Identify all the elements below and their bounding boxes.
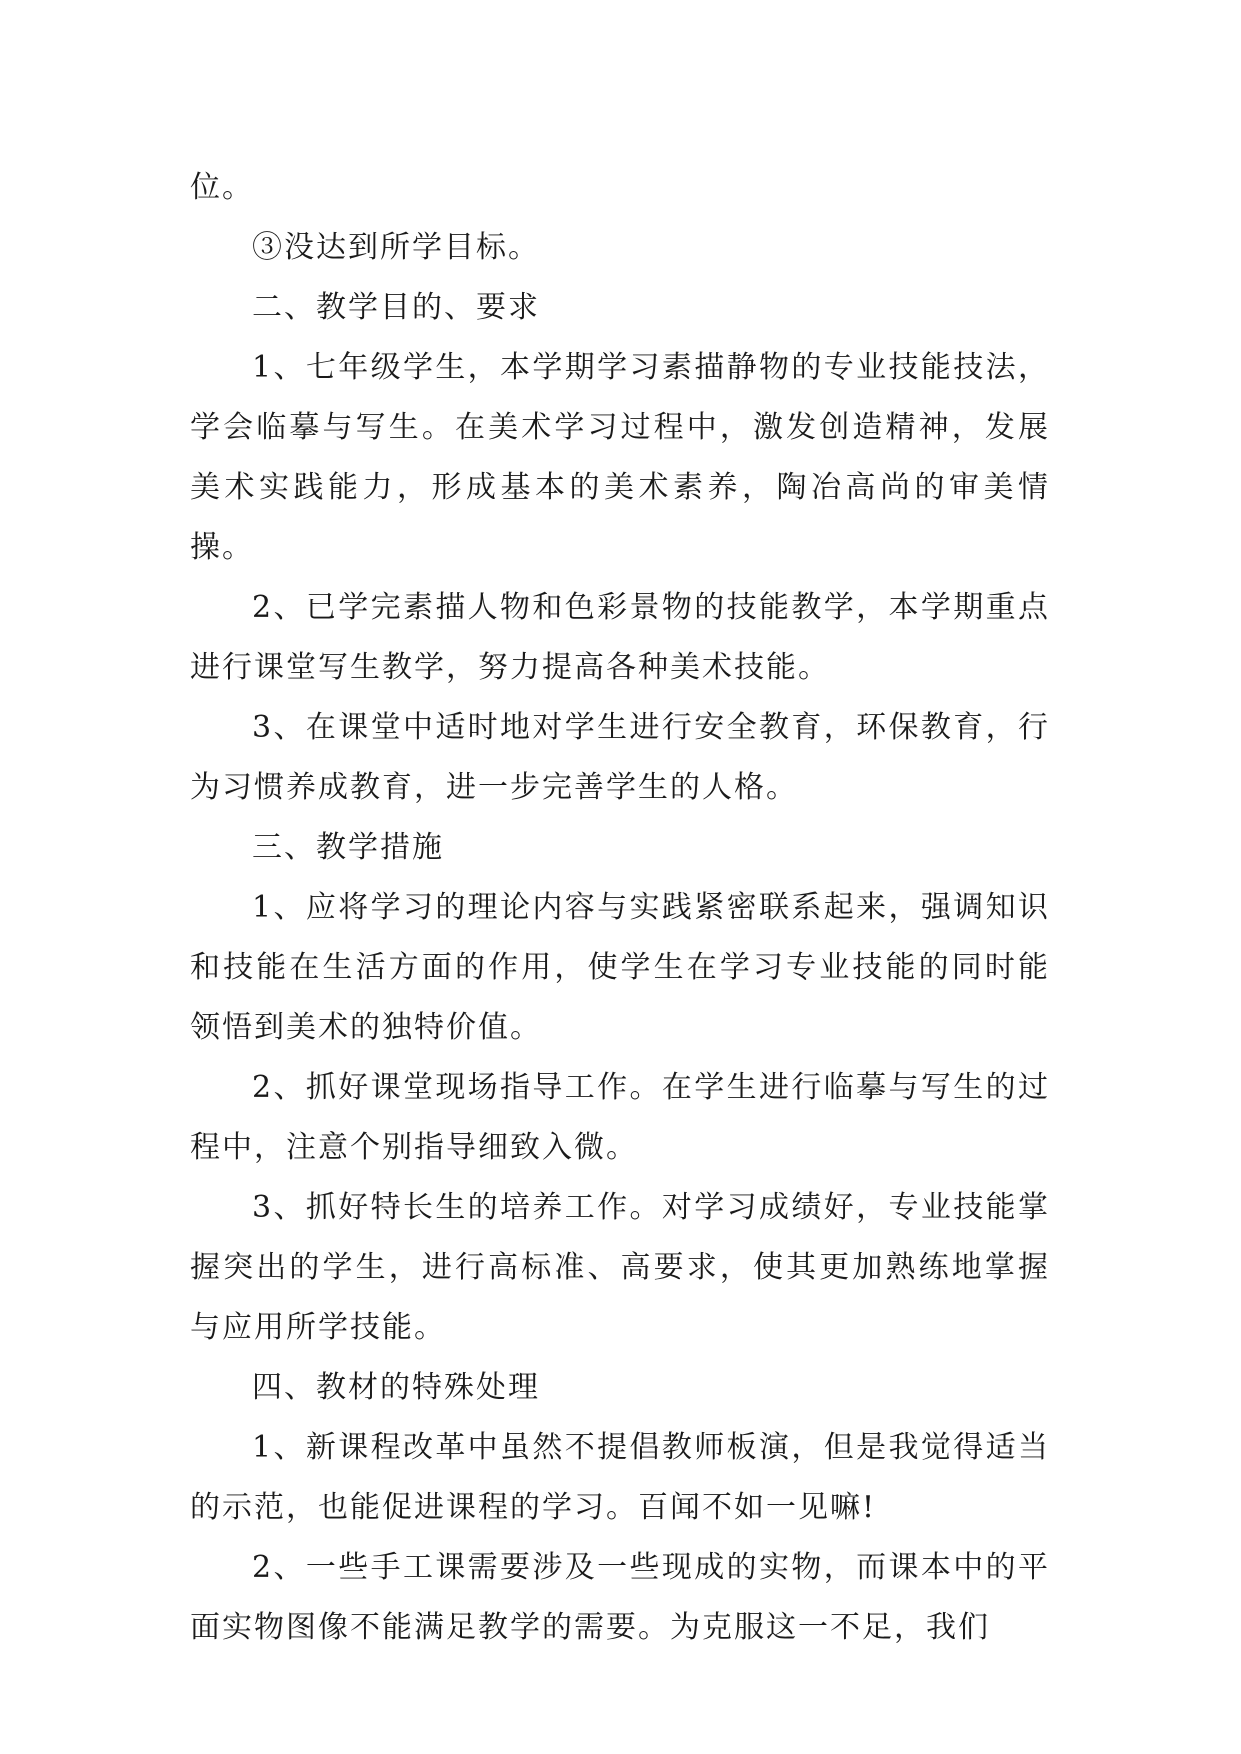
paragraph-measure-2: 2、抓好课堂现场指导工作。在学生进行临摹与写生的过程中，注意个别指导细致入微。 [190, 1070, 1050, 1165]
document-body [190, 158, 1050, 1658]
paragraph-material-1: 1、新课程改革中虽然不提倡教师板演，但是我觉得适当的示范，也能促进课程的学习。百闻不如一见嘛! [190, 1430, 1050, 1525]
paragraph-goal-1: 1、七年级学生，本学期学习素描静物的专业技能技法，学会临摹与写生。在美术学习过程中，激发创造精神，发展美术实践能力，形成基本的美术素养，陶冶高尚的审美情操。 [190, 350, 1050, 565]
paragraph-continuation: 位。 [190, 170, 254, 205]
section-heading-materials: 四、教材的特殊处理 [252, 1370, 540, 1405]
paragraph-measure-3: 3、抓好特长生的培养工作。对学习成绩好，专业技能掌握突出的学生，进行高标准、高要求，使其更加熟练地掌握与应用所学技能。 [190, 1190, 1050, 1345]
paragraph-material-2: 2、一些手工课需要涉及一些现成的实物，而课本中的平面实物图像不能满足教学的需要。为克服这一不足，我们 [190, 1550, 1050, 1645]
paragraph-item-3: ③没达到所学目标。 [252, 230, 540, 265]
paragraph-goal-2: 2、已学完素描人物和色彩景物的技能教学，本学期重点进行课堂写生教学，努力提高各种美术技能。 [190, 590, 1050, 685]
section-heading-measures: 三、教学措施 [252, 830, 444, 865]
paragraph-measure-1: 1、应将学习的理论内容与实践紧密联系起来，强调知识和技能在生活方面的作用，使学生在学习专业技能的同时能领悟到美术的独特价值。 [190, 890, 1050, 1045]
section-heading-goals: 二、教学目的、要求 [252, 290, 540, 325]
paragraph-goal-3: 3、在课堂中适时地对学生进行安全教育，环保教育，行为习惯养成教育，进一步完善学生的人格。 [190, 710, 1050, 805]
